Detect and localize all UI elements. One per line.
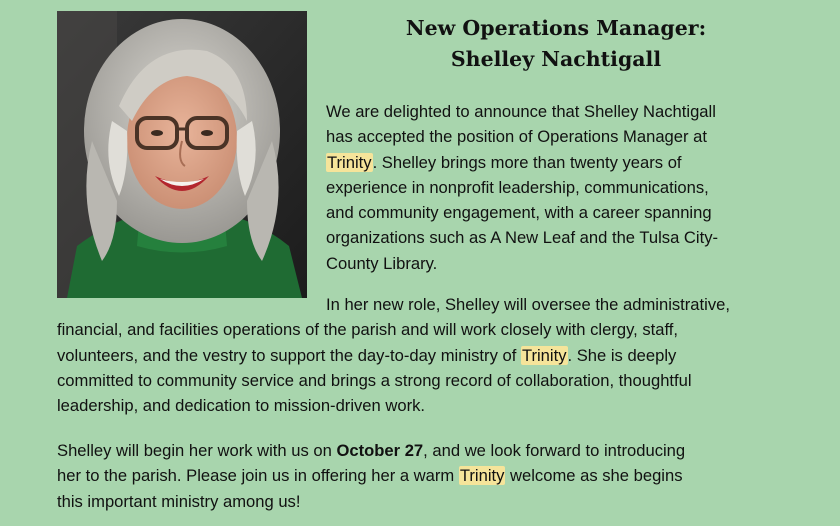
paragraph-line: leadership, and dedication to mission-driven work. <box>57 396 426 416</box>
portrait-illustration <box>57 11 307 298</box>
paragraph-text: welcome as she begins <box>505 466 683 486</box>
paragraph-line <box>57 463 685 488</box>
paragraph-line <box>57 438 685 463</box>
highlight-trinity: Trinity <box>459 466 505 486</box>
paragraph-line: organizations such as A New Leaf and the Tulsa City- <box>326 228 719 248</box>
paragraph-text: , and we look forward to introducing <box>423 441 686 460</box>
staff-portrait <box>57 11 307 298</box>
paragraph-line: We are delighted to announce that Shelley Nachtigall <box>326 102 716 121</box>
paragraph-line <box>326 150 718 175</box>
highlight-trinity: Trinity <box>521 345 567 365</box>
start-date: October 27 <box>336 441 424 460</box>
paragraph-line: this important ministry among us! <box>57 491 301 511</box>
announcement-paragraph <box>326 99 718 276</box>
paragraph-line: has accepted the position of Operations Manager at <box>326 127 707 147</box>
paragraph-line: financial, and facilities operations of the parish and will work closely with clergy, staff, <box>57 320 679 340</box>
paragraph-text: . She is deeply <box>567 345 677 365</box>
highlight-trinity: Trinity <box>327 152 372 172</box>
paragraph-line: committed to community service and brings a strong record of collaboration, thoughtful <box>57 370 692 390</box>
title-line-2: Shelley Nachtigall <box>450 47 662 71</box>
welcome-paragraph <box>57 438 685 514</box>
paragraph-text: her to the parish. Please join us in offering her a warm <box>57 466 459 486</box>
paragraph-line: County Library. <box>326 253 438 273</box>
title-line-1: New Operations Manager: <box>405 16 707 40</box>
paragraph-line: experience in nonprofit leadership, communications, <box>326 177 709 197</box>
paragraph-text: volunteers, and the vestry to support the day-to-day ministry of <box>57 345 521 365</box>
role-paragraph <box>57 292 730 418</box>
paragraph-line: and community engagement, with a career spanning <box>326 203 712 223</box>
paragraph-line: In her new role, Shelley will oversee the administrative, <box>326 295 730 314</box>
paragraph-text: . Shelley brings more than twenty years of <box>372 152 682 172</box>
page-title <box>326 13 786 75</box>
paragraph-text: Shelley will begin her work with us on <box>57 441 337 460</box>
paragraph-line <box>57 343 730 368</box>
